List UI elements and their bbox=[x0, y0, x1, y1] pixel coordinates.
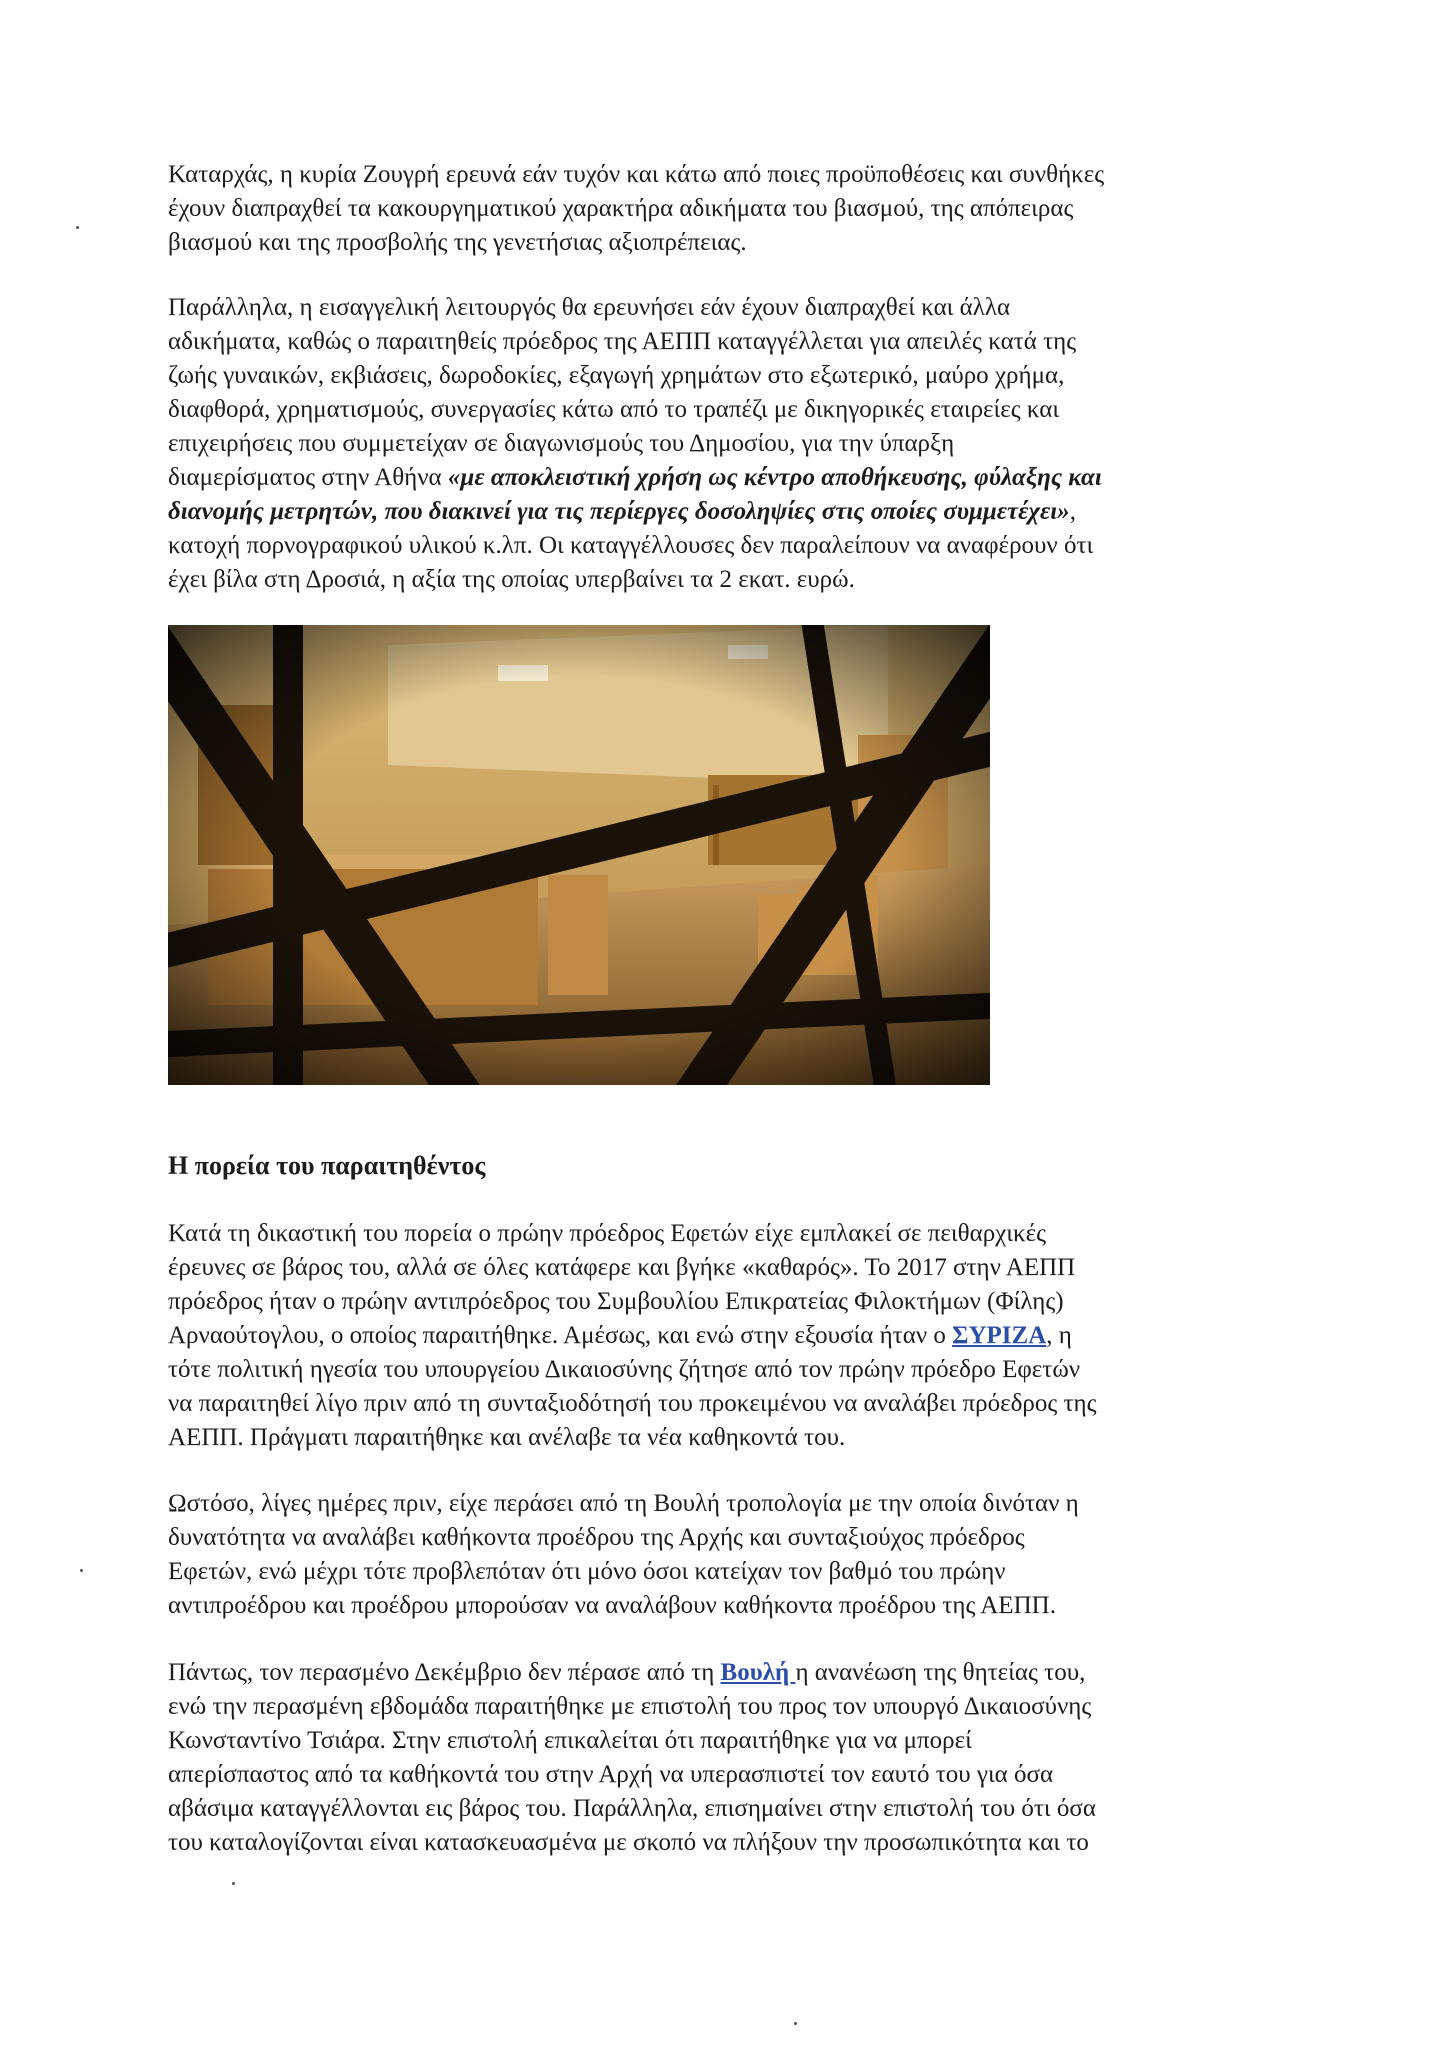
text-line: ΑΕΠΠ. Πράγματι παραιτήθηκε και ανέλαβε τα νέα καθηκοντά του. bbox=[168, 1424, 846, 1451]
text-line bbox=[168, 495, 1293, 529]
text-line: βιασμού και της προσβολής της γενετήσιας αξιοπρέπειας. bbox=[168, 229, 747, 256]
vouli-link[interactable]: Βουλή bbox=[720, 1659, 796, 1686]
text-segment: Πάντως, τον περασμένο Δεκέμβριο δεν πέρασε από τη bbox=[168, 1659, 721, 1686]
text-line bbox=[168, 1319, 1293, 1353]
text-line: Παράλληλα, η εισαγγελική λειτουργός θα ερευνήσει εάν έχουν διαπραχθεί και άλλα bbox=[168, 294, 1011, 321]
scan-speck bbox=[794, 2022, 797, 2025]
scan-speck bbox=[80, 1569, 83, 1572]
text-line bbox=[168, 1656, 1293, 1690]
text-line: αβάσιμα καταγγέλλονται εις βάρος του. Παράλληλα, επισημαίνει στην επιστολή του ότι όσα bbox=[168, 1795, 1096, 1822]
text-line: ζωής γυναικών, εκβιάσεις, δωροδοκίες, εξαγωγή χρημάτων στο εξωτερικό, μαύρο χρήμα, bbox=[168, 362, 1065, 389]
text-line: αδικήματα, καθώς ο παραιτηθείς πρόεδρος της ΑΕΠΠ καταγγέλλεται για απειλές κατά της bbox=[168, 328, 1077, 355]
text-line: να παραιτηθεί λίγο πριν από τη συνταξιοδότησή του προκειμένου να αναλάβει πρόεδρος της bbox=[168, 1390, 1097, 1417]
paragraph-4 bbox=[168, 1487, 1293, 1623]
text-line: Ωστόσο, λίγες ημέρες πριν, είχε περάσει από τη Βουλή τροπολογία με την οποία δινόταν η bbox=[168, 1490, 1079, 1517]
text-line: Κωνσταντίνο Τσιάρα. Στην επιστολή επικαλείται ότι παραιτήθηκε για να μπορεί bbox=[168, 1727, 972, 1754]
text-line: απερίσπαστος από τα καθήκοντά του στην Αρχή να υπερασπιστεί τον εαυτό του για όσα bbox=[168, 1761, 1054, 1788]
courtroom-photo bbox=[168, 625, 990, 1085]
text-segment: Αρναούτογλου, ο οποίος παραιτήθηκε. Αμέσως, και ενώ στην εξουσία ήταν ο bbox=[168, 1322, 953, 1349]
scan-speck bbox=[232, 1882, 235, 1885]
text-line: πρόεδρος ήταν ο πρώην αντιπρόεδρος του Συμβουλίου Επικρατείας Φιλοκτήμων (Φίλης) bbox=[168, 1288, 1064, 1315]
text-line: Εφετών, ενώ μέχρι τότε προβλεπόταν ότι μόνο όσοι κατείχαν τον βαθμό του πρώην bbox=[168, 1558, 1006, 1585]
paragraph-2 bbox=[168, 291, 1293, 597]
text-line: έχει βίλα στη Δροσιά, η αξία της οποίας υπερβαίνει τα 2 εκατ. ευρώ. bbox=[168, 566, 855, 593]
text-segment: διαμερίσματος στην Αθήνα bbox=[168, 464, 448, 491]
text-line bbox=[168, 461, 1293, 495]
section-heading: Η πορεία του παραιτηθέντος bbox=[168, 1151, 486, 1180]
text-line: τότε πολιτική ηγεσία του υπουργείου Δικαιοσύνης ζήτησε από τον πρώην πρόεδρο Εφετών bbox=[168, 1356, 1081, 1383]
quote-emphasis: «με αποκλειστική χρήση ως κέντρο αποθήκευσης, φύλαξης και bbox=[447, 464, 1102, 491]
text-line: διαφθορά, χρηματισμούς, συνεργασίες κάτω από το τραπέζι με δικηγορικές εταιρείες και bbox=[168, 396, 1060, 423]
paragraph-3 bbox=[168, 1217, 1293, 1455]
text-segment: , bbox=[1069, 498, 1076, 525]
text-line: δυνατότητα να αναλάβει καθήκοντα προέδρου της Αρχής και συνταξιούχος πρόεδρος bbox=[168, 1524, 1025, 1551]
paragraph-1 bbox=[168, 158, 1293, 260]
text-line: του καταλογίζονται είναι κατασκευασμένα με σκοπό να πλήξουν την προσωπικότητα και το bbox=[168, 1829, 1089, 1856]
courtroom-image bbox=[168, 625, 990, 1085]
text-line: Κατά τη δικαστική του πορεία ο πρώην πρόεδρος Εφετών είχε εμπλακεί σε πειθαρχικές bbox=[168, 1220, 1046, 1247]
text-line: κατοχή πορνογραφικού υλικού κ.λπ. Οι καταγγέλλουσες δεν παραλείπουν να αναφέρουν ότι bbox=[168, 532, 1094, 559]
syriza-link[interactable]: ΣΥΡΙΖΑ bbox=[952, 1322, 1047, 1349]
text-line: έρευνες σε βάρος του, αλλά σε όλες κατάφερε και βγήκε «καθαρός». Το 2017 στην ΑΕΠΠ bbox=[168, 1254, 1076, 1281]
scan-speck bbox=[76, 226, 79, 229]
text-line: Καταρχάς, η κυρία Ζουγρή ερευνά εάν τυχόν και κάτω από ποιες προϋποθέσεις και συνθήκες bbox=[168, 161, 1105, 188]
text-segment: η ανανέωση της θητείας του, bbox=[795, 1659, 1086, 1686]
text-line: επιχειρήσεις που συμμετείχαν σε διαγωνισμούς του Δημοσίου, για την ύπαρξη bbox=[168, 430, 955, 457]
text-segment: , η bbox=[1046, 1322, 1072, 1349]
text-line: ενώ την περασμένη εβδομάδα παραιτήθηκε με επιστολή του προς τον υπουργό Δικαιοσύνης bbox=[168, 1693, 1092, 1720]
text-line: έχουν διαπραχθεί τα κακουργηματικού χαρακτήρα αδικήματα του βιασμού, της απόπειρας bbox=[168, 195, 1074, 222]
paragraph-5 bbox=[168, 1656, 1293, 1860]
quote-emphasis: διανομής μετρητών, που διακινεί για τις περίεργες δοσοληψίες στις οποίες συμμετέχει» bbox=[168, 498, 1070, 525]
text-line: αντιπροέδρου και προέδρου μπορούσαν να αναλάβουν καθήκοντα προέδρου της ΑΕΠΠ. bbox=[168, 1592, 1056, 1619]
